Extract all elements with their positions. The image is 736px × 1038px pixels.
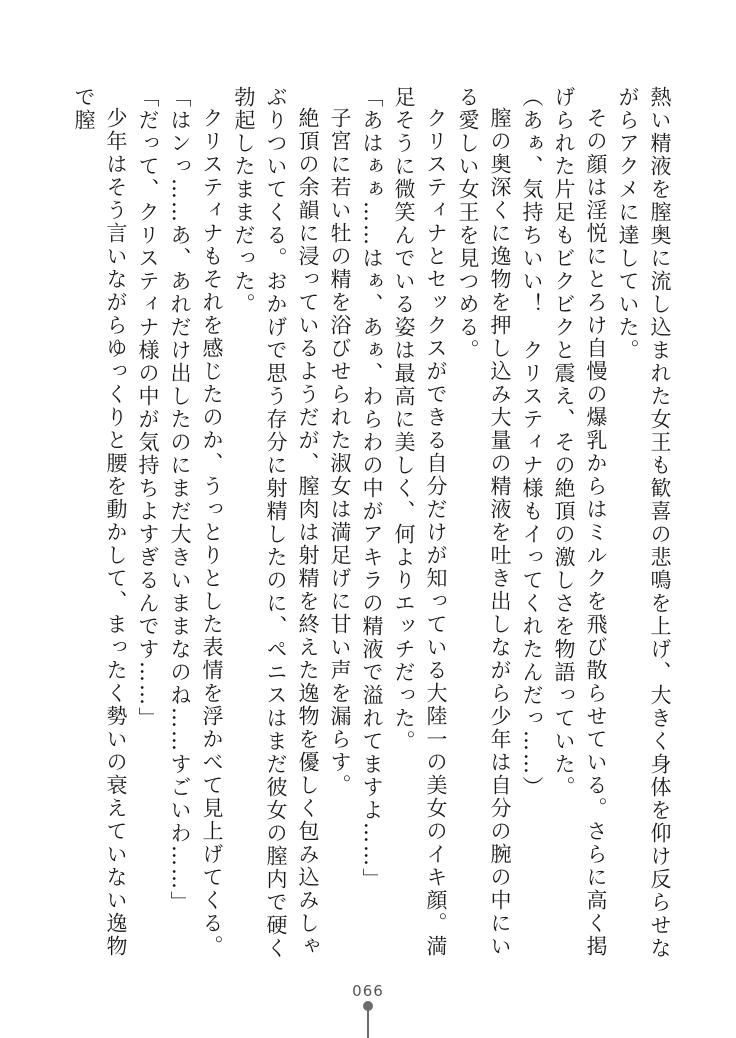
paragraph: クリスティナとセックスができる自分だけが知っている大陸一の美女のイキ顔。満足そうに微笑んでいる姿は最高に美しく、何よりエッチだった。 [392, 86, 448, 958]
vertical-text-block [72, 86, 676, 976]
paragraph: 熱い精液を膣奥に流し込まれた女王も歓喜の悲鳴を上げ、大きく身体を仰け反らせながらアクメに達していた。 [616, 86, 672, 960]
paragraph: クリスティナもそれを感じたのか、うっとりとした表情を浮かべて見上げてくる。 [200, 107, 224, 958]
paragraph: その顔は淫悦にとろけ自慢の爆乳からはミルクを飛び散らせている。さらに高く掲げられた片足もビクビクと震え、その絶頂の激しさを物語っていた。 [552, 86, 608, 958]
page-number: 066 [352, 982, 384, 1000]
paragraph: （あぁ、気持ちいい！ クリスティナ様もイってくれたんだっ……） [520, 86, 544, 799]
page-marker-line [367, 1004, 369, 1038]
paragraph: 膣の奥深くに逸物を押し込み大量の精液を吐き出しながら少年は自分の腕の中にいる愛しい女王を見つめる。 [456, 86, 512, 958]
paragraph: 「あはぁぁ……はぁ、あぁ、わらわの中がアキラの精液で溢れてますよ……」 [360, 86, 384, 891]
paragraph: 「だって、クリスティナ様の中が気持ちよすぎるんです……」 [136, 86, 160, 730]
paragraph: 「はンっ……あ、あれだけ出したのにまだ大きいままなのね……すごいわ……」 [168, 86, 192, 914]
paragraph: 絶頂の余韻に浸っているようだが、膣肉は射精を終えた逸物を優しく包み込みしゃぶりついてくる。おかげで思う存分に射精したのに、ペニスはまだ彼女の膣内で硬く勃起したままだった。 [232, 86, 320, 960]
paragraph: 子宮に若い牡の精を浴びせられた淑女は満足げに甘い声を漏らす。 [328, 107, 352, 797]
paragraph: 少年はそう言いながらゆっくりと腰を動かして、まったく勢いの衰えていない逸物で膣 [72, 86, 128, 958]
